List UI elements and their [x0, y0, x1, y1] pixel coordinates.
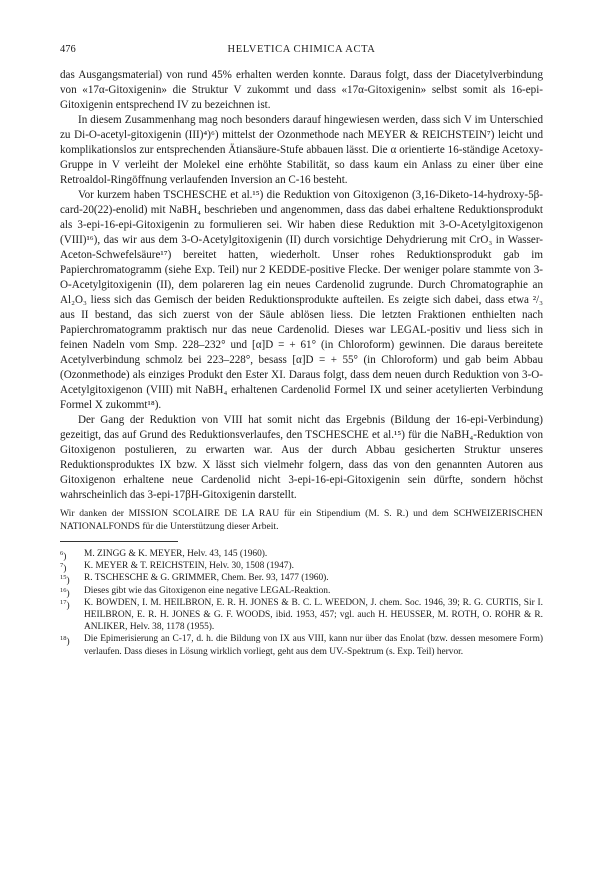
footnote-text: K. MEYER & T. REICHSTEIN, Helv. 30, 1508 (1947).	[84, 561, 294, 572]
acknowledgement: Wir danken der MISSION SCOLAIRE DE LA RAU für ein Stipendium (M. S. R.) und dem SCHWEIZERISCHEN NATIONALFONDS für die Unterstützung dieser Arbeit.	[60, 508, 543, 532]
running-header	[60, 44, 543, 58]
footnote-mark: 15	[60, 574, 67, 582]
footnote-text: K. BOWDEN, I. M. HEILBRON, E. R. H. JONES & B. C. L. WEEDON, J. chem. Soc. 1946, 39; R. G. CURTIS, Sir I. HEILBRON, E. R. H. JONES & G. F. WOODS, ibid. 1953, 457; vgl. auch H. HEUSSER, M. ROTH, O. ROHR & R. ANLIKER, Helv. 38, 1178 (1955).	[84, 597, 543, 633]
footnote: $^{17}$) K. BOWDEN, I. M. HEILBRON, E. R. H. JONES & B. C. L. WEEDON, J. chem. Soc. 1946, 39; R. G. CURTIS, Sir I. HEILBRON, E. R. H. JONES & G. F. WOODS, ibid. 1953, 457; vgl. auch H. HEUSSER, M. ROTH, O. ROHR & R. ANLIKER, Helv. 38, 1178 (1955).	[60, 597, 543, 633]
footnote-mark: 17	[60, 598, 67, 606]
footnote-rule	[60, 541, 178, 542]
footnote: $^{16}$) Dieses gibt wie das Gitoxigenon eine negative LEGAL-Reaktion.	[60, 585, 331, 599]
footnote-mark: 6	[60, 550, 64, 557]
paragraph-1: das Ausgangsmaterial) von rund 45% erhalten werden konnte. Daraus folgt, dass der Diacetylverbindung von «17α-Gitoxigenin» die Struktur V zukommt und dass «17α-Gitoxigenin» selbst somit als 16-epi-Gitoxigenin entsprechend IV zu bezeichnen ist.	[60, 69, 543, 111]
page-number: 476	[60, 44, 76, 55]
footnote-text: R. TSCHESCHE & G. GRIMMER, Chem. Ber. 93, 1477 (1960).	[84, 573, 329, 584]
journal-title: HELVETICA CHIMICA ACTA	[227, 44, 376, 55]
paragraph-4: Der Gang der Reduktion von VIII hat somit nicht das Ergebnis (Bildung der 16-epi-Verbindung) gezeitigt, das auf Grund des Reduktionsverlaufes, den TSCHESCHE et al.¹⁵) für die NaBH₄-Reduktion von Gitoxigenon postulieren, zu erwarten war. Aus der durch Abbau gesicherten Struktur unseres Reduktionsproduktes IX bzw. X lässt sich vielmehr folgern, dass das von den genannten Autoren aus Gitoxigenon erhaltene neue Cardenolid nicht 3-epi-16-epi-Gitoxigenin sein dürfte, sondern höchst wahrscheinlich das 3-epi-17βH-Gitoxigenin darstellt.	[60, 414, 543, 501]
article-body	[60, 68, 543, 658]
footnote-mark: 18	[60, 635, 67, 643]
footnote: $^7$) K. MEYER & T. REICHSTEIN, Helv. 30, 1508 (1947).	[60, 561, 294, 575]
footnote-mark: 7	[60, 562, 64, 570]
footnote-mark: 16	[60, 586, 67, 594]
footnote-text: Die Epimerisierung an C-17, d. h. die Bildung von IX aus VIII, kann nur über das Enolat (bzw. dessen mesomere Form) verlaufen. Dass dieses in Lösung wirklich vorliegt, geht aus dem UV.-Spektrum (s. Exp. Teil) hervor.	[84, 634, 543, 657]
footnote-text: M. ZINGG & K. MEYER, Helv. 43, 145 (1960).	[84, 549, 268, 559]
footnote: $^6$) M. ZINGG & K. MEYER, Helv. 43, 145 (1960).	[60, 549, 268, 563]
paragraph-2: In diesem Zusammenhang mag noch besonders darauf hingewiesen werden, dass sich V im Unterschied zu Di-O-acetyl-gitoxigenin (III)⁴)⁶) mittelst der Ozonmethode nach MEYER & REICHSTEIN⁷) leicht und komplikationslos zur entsprechenden Ätiansäure-Stufe abbauen lässt. Die α orientierte 16-ständige Acetoxy-Gruppe in V verleiht der Molekel eine erhöhte Stabilität, so dass kaum ein Anlass zu einer über eine Retroaldol-Ringöffnung verlaufenden Inversion an C-16 besteht.	[60, 114, 543, 186]
footnotes	[60, 548, 543, 658]
footnote: $^{15}$) R. TSCHESCHE & G. GRIMMER, Chem. Ber. 93, 1477 (1960).	[60, 573, 329, 587]
footnote-text: Dieses gibt wie das Gitoxigenon eine negative LEGAL-Reaktion.	[84, 585, 331, 596]
paragraph-3: Vor kurzem haben TSCHESCHE et al.¹⁵) die Reduktion von Gitoxigenon (3,16-Diketo-14-hydroxy-5β-card-20(22)-enolid) mit NaBH₄ beschrieben und angenommen, dass das dabei erhaltene Reduktionsprodukt als 3-epi-16-epi-Gitoxigenin zu formulieren sei. Wir haben diese Reduktion mit 3-O-Acetylgitoxigenon (VIII)¹⁶), das wir aus dem 3-O-Acetylgitoxigenin (II) durch vorsichtige Dehydrierung mit CrO₃ in Wasser-Aceton-Schwefelsäure¹⁷) bereitet hatten, wiederholt. Unser rohes Reduktionsprodukt gab im Papierchromatogramm (siehe Exp. Teil) nur 2 KEDDE-positive Flecke. Der weniger polare stammte von 3-O-Acetylgitoxigenin (II), dem polareren lag ein neues Cardenolid zugrunde. Durch Chromatographie an Al₂O₃ liess sich das Gemisch der beiden Reduktionsprodukte aufteilen. Es zeigte sich dabei, dass etwa ²/₃ aus II bestand, das sich zuerst von der Säule ablösen liess. Die letzten Fraktionen enthielten nach Papierchromatogramm praktisch nur das neue Cardenolid. Dieses war LEGAL-positiv und liess sich in feinen Nadeln vom Smp. 228–232° und [α]D = + 61° (in Chloroform) gewinnen. Die daraus bereitete Acetylverbindung schmolz bei 223–228°, besass [α]D = + 55° (in Chloroform) und gab beim Abbau (Ozonmethode) als einziges Produkt den Ester XI. Daraus folgt, dass dem neuen durch Reduktion von 3-O-Acetylgitoxigenon (VIII) mit NaBH₄ erhaltenen Cardenolid Formel IX und seiner acetylierten Verbindung Formel X zukommt¹⁸).	[60, 189, 543, 411]
footnote: $^{18}$) Die Epimerisierung an C-17, d. h. die Bildung von IX aus VIII, kann nur über das Enolat (bzw. dessen mesomere Form) verlaufen. Dass dieses in Lösung wirklich vorliegt, geht aus dem UV.-Spektrum (s. Exp. Teil) hervor.	[60, 634, 543, 657]
